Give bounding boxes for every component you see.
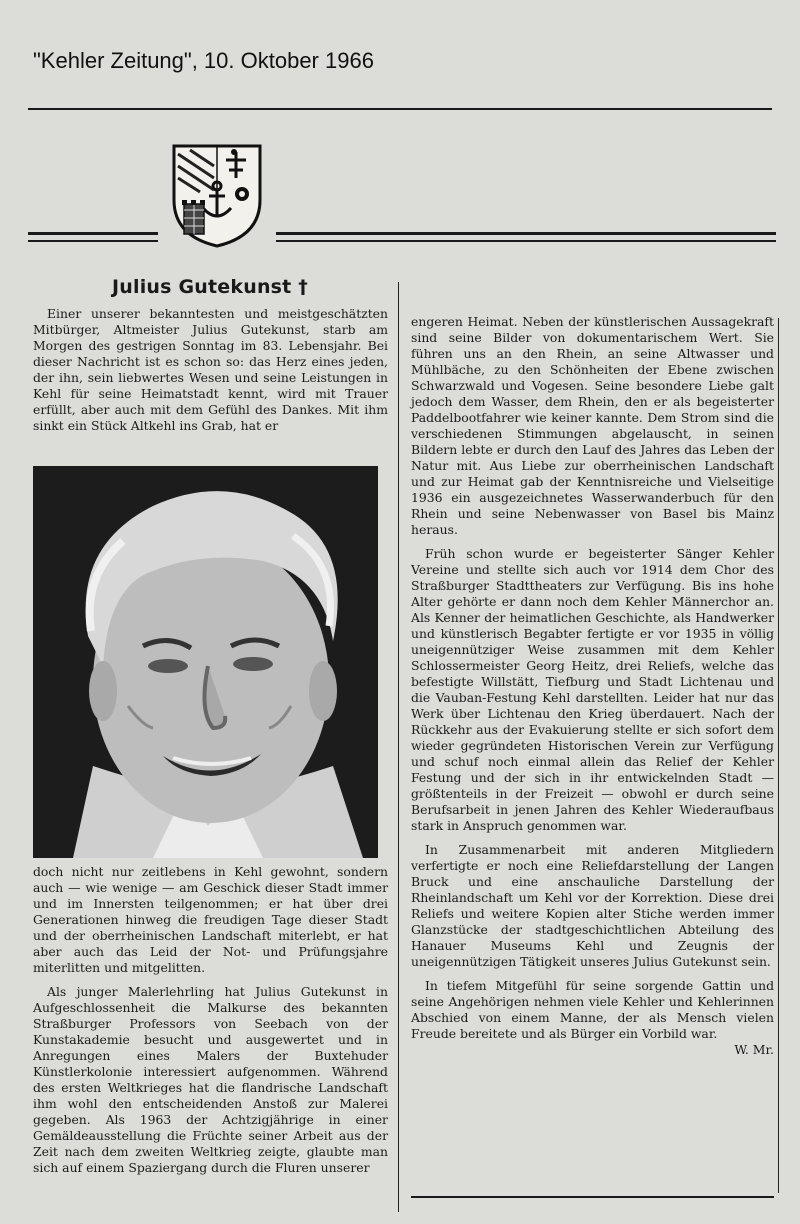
right-paragraph: In tiefem Mitgefühl für seine sorgende Gattin und seine Angehörigen nehmen viele Kehler und Kehlerinnen Abschied von einem Manne, der als Mensch vielen Freude bereitete und als Bürger ein Vorbild war. — [411, 978, 774, 1041]
top-rule — [28, 108, 772, 110]
masthead-rule-right-bottom — [276, 240, 776, 242]
source-caption: "Kehler Zeitung", 10. Oktober 1966 — [33, 48, 374, 73]
right-column — [411, 314, 774, 1058]
article-headline: Julius Gutekunst † — [112, 276, 308, 298]
kehl-coat-of-arms-icon — [170, 144, 264, 248]
right-paragraph: engeren Heimat. Neben der künstlerischen Aussagekraft sind seine Bilder von dokumentarischem Wert. Sie führen uns an den Rhein, an seine Altwasser und Mühlbäche, zu den Schönheiten der Ebene zwischen Schwarzwald und Vogesen. Seine besondere Liebe galt jedoch dem Wasser, dem Rhein, den er als begeisterter Paddelbootfahrer wie keiner kannte. Dem Strom sind die verschiedenen Stimmungen abgelauscht, in seinen Bildern lebte er durch den Lauf des Jahres das Leben der Natur mit. Aus Liebe zur oberrheinischen Landschaft und zur Heimat gab der Kenntnisreiche und Vielseitige 1936 ein ausgezeichnetes Wasserwanderbuch für den Rhein und seine Nebenwasser von Basel bis Mainz heraus. — [411, 314, 774, 537]
masthead-rule-right-top — [276, 232, 776, 235]
masthead-rule-left-bottom — [28, 240, 158, 242]
right-paragraph: Früh schon wurde er begeisterter Sänger Kehler Vereine und stellte sich auch vor 1914 dem Chor des Straßburger Stadttheaters zur Verfügung. Bis ins hohe Alter gehörte er dann noch dem Kehler Männerchor an. Als Kenner der heimatlichen Geschichte, als Handwerker und künstlerisch Begabter fertigte er vor 1935 in völlig uneigennütziger Weise zusammen mit dem Kehler Schlossermeister Georg Heitz, drei Reliefs, welche das befestigte Willstätt, Tiefburg und Stadt Lichtenau und die Vauban-Festung Kehl darstellten. Leider hat nur das Werk über Lichtenau den Krieg überdauert. Nach der Rückkehr aus der Evakuierung stellte er sich sofort dem wieder gegründeten Historischen Verein zur Verfügung und schuf noch einmal allein das Relief der Kehler Festung und der sich in ihr entwickelnden Stadt — größtenteils in der Freizeit — obwohl er durch seine Berufsarbeit in jenen Jahren des Kehler Wiederaufbaus stark in Anspruch genommen war. — [411, 546, 774, 833]
intro-paragraph: Einer unserer bekanntesten und meistgeschätzten Mitbürger, Altmeister Julius Gutekunst, starb am Morgen des gestrigen Sonntag im 83. Lebensjahr. Bei dieser Nachricht ist es schon so: das Herz eines jeden, der ihn, sein liebwertes Wesen und seine Leistungen in Kehl für seine Heimatstadt kennt, wird mit Trauer erfüllt, aber auch mit dem Gefühl des Dankes. Mit ihm sinkt ein Stück Altkehl ins Grab, hat er — [33, 306, 388, 433]
right-column-edge — [778, 318, 779, 1193]
portrait-photo — [33, 466, 378, 858]
left-column-continued — [33, 864, 388, 1176]
author-signature: W. Mr. — [734, 1042, 774, 1057]
masthead-rule-left-top — [28, 232, 158, 235]
bottom-rule — [411, 1196, 774, 1198]
signature-line — [411, 1042, 774, 1058]
left-paragraph: doch nicht nur zeitlebens in Kehl gewohnt, sondern auch — wie wenige — am Geschick dieser Stadt immer und im Innersten teilgenommen; er hat über drei Generationen hinweg die freudigen Tage dieser Stadt und der oberrheinischen Landschaft miterlebt, er hat aber auch das Leid der Not- und Prüfungsjahre miterlitten und mitgelitten. — [33, 864, 388, 975]
right-paragraph: In Zusammenarbeit mit anderen Mitgliedern verfertigte er noch eine Reliefdarstellung der Langen Bruck und eine anschauliche Darstellung der Rheinlandschaft um Kehl vor der Korrektion. Diese drei Reliefs und weitere Kopien alter Stiche werden immer Glanzstücke der stadtgeschichtlichen Abteilung des Hanauer Museums Kehl und Zeugnis der uneigennützigen Tätigkeit unseres Julius Gutekunst sein. — [411, 842, 774, 969]
left-column-intro — [33, 306, 388, 434]
column-divider — [398, 282, 399, 1212]
left-paragraph: Als junger Malerlehrling hat Julius Gutekunst in Aufgeschlossenheit die Malkurse des bekannten Straßburger Professors von Seebach von der Kunstakademie besucht und ausgewertet und in Anregungen eines Malers der Buxtehuder Künstlerkolonie interessiert aufgenommen. Während des ersten Weltkrieges hat die flandrische Landschaft ihm wohl den entscheidenden Anstoß zur Malerei gegeben. Als 1963 der Achtzigjährige in einer Gemäldeausstellung die Früchte seiner Arbeit aus der Zeit nach dem zweiten Weltkrieg zeigte, glaubte man sich auf einem Spaziergang durch die Fluren unserer — [33, 984, 388, 1175]
